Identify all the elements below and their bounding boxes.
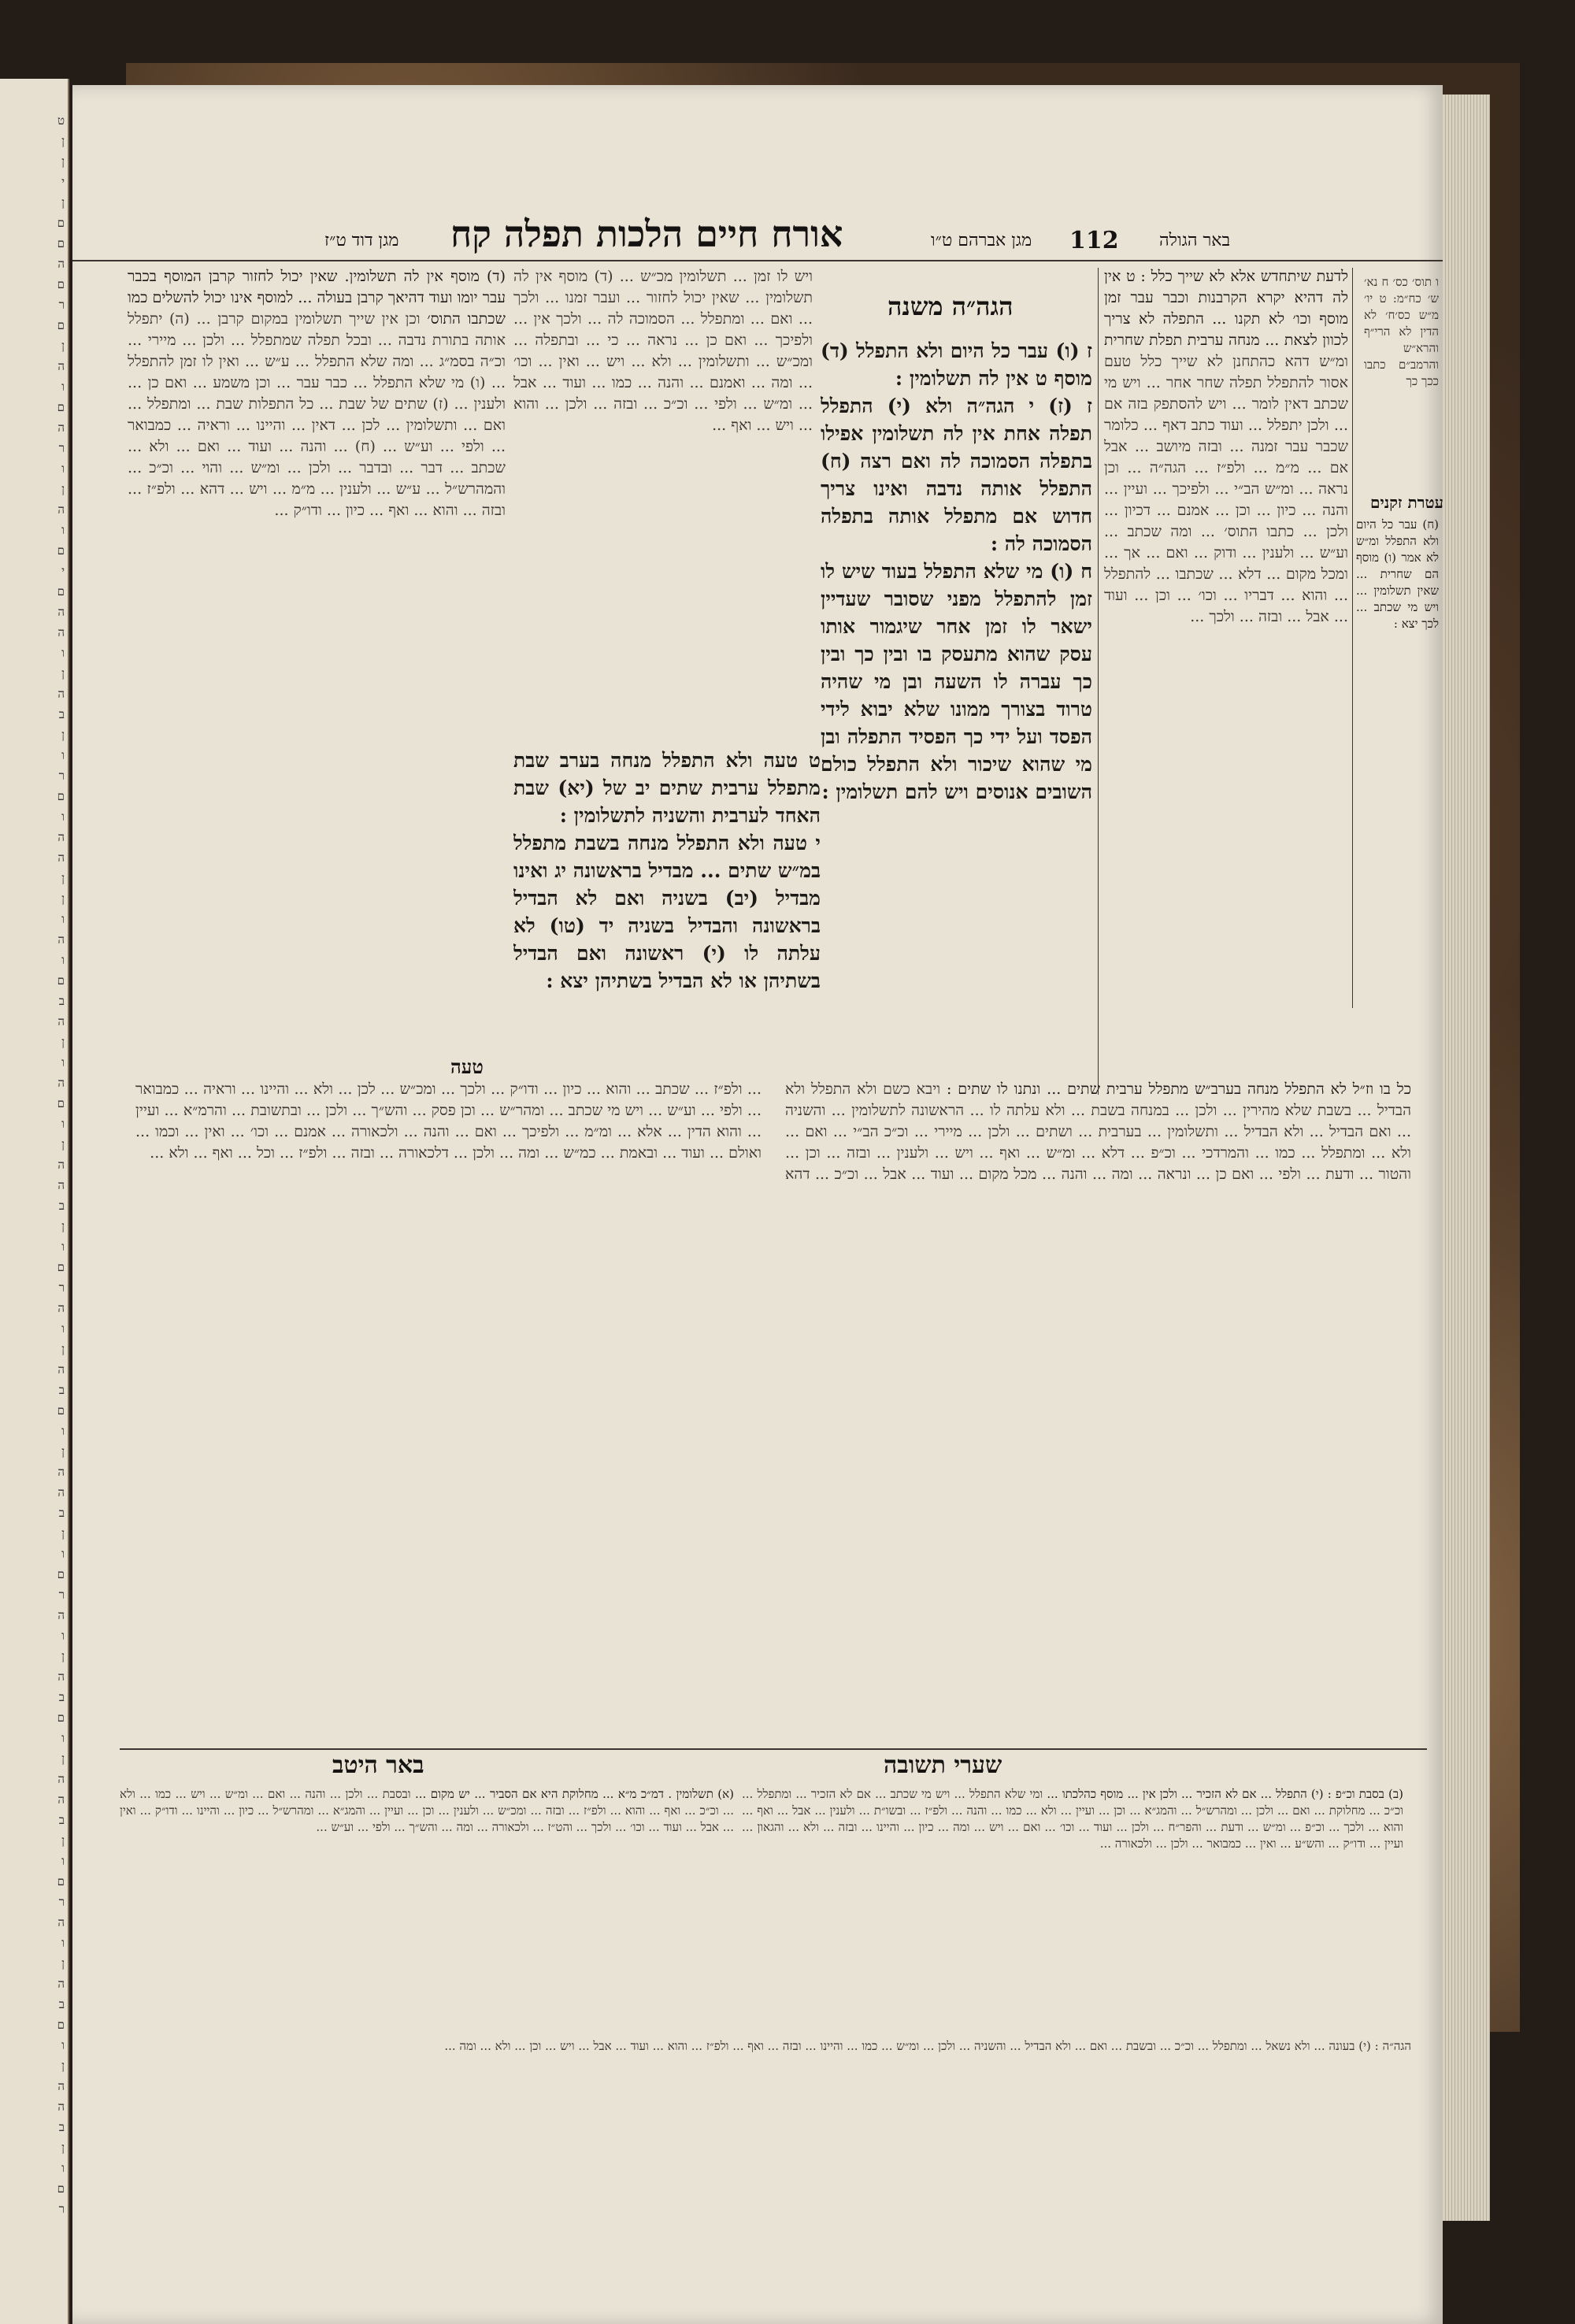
taut-label: טעה: [450, 1055, 484, 1078]
baer-heitev-title: באר היטב: [332, 1751, 424, 1779]
facing-page-edge: ט ן ן י ן ם ם ה ם ר ם ן ה ו ם ה ר ו ן ה ו ם י ם ה ה ו ן ה ב ן ו ר ם ו ה ה ן ן ו ה ו ם ב ה ן ו ה ם ו ן ה ה ב ן ו ם ר ה ו ן ה ב ם ו ן ה ה ב ן ו ם ר ה ו ן ה ב ם ו ן ה ה ב ן ו ם ר ה ו ן ה ב ם ו ן ה ה ב ן ו ם ר: [0, 79, 69, 2324]
section-heading: הגה״ה משנה: [888, 291, 1014, 321]
shaarei-teshuvah-text: (ב) בסבת וכ״פ : (י) התפלל ... אם לא הזכיר ... ולכן אין ... מוסף כהלכתו ...: [1047, 1787, 1403, 1801]
shaarei-teshuvah-title: שערי תשובה: [884, 1751, 1002, 1779]
magen-david-text: (ד) מוסף אין לה תשלומין. שאין יכול לחזור קרבן המוסף בכבר עבר יומו ועוד דהיאך קרבן בעולה ... למוסף אינו יכול להשלים כמו שכתבו התוס׳: [128, 268, 506, 328]
magen-avraham-text: לדעת שיתחדש אלא לא שייך כלל : ט אין לה דהיא יקרא הקרבנות וכבר עבר זמן מוסף וכו׳ לא תקנו ... התפלה לא צריך לכוון לצאת ... מנחה ערבית תפלת שחרית: [1104, 268, 1348, 349]
magen-david-column: (ד) מוסף אין לה תשלומין. שאין יכול לחזור קרבן המוסף בכבר עבר יומו ועוד דהיאך קרבן בעולה ... למוסף אינו יכול להשלים כמו שכתבו התוס׳ וכן אין שייך תשלומין במקום קרבן ... (ה) יתפלל אותה בתורת נדבה ... ובכל תפלה שמתפלל ... ולכן ... מיירי ... וכ״ה בסמ״ג ... ומה שלא התפלל ... ע״ש ... ואין לו זמן להתפלל ... (ו) מי שלא התפלל ... כבר עבר ... וכן משמע ... ואם כן ... ולענין ... (ז) שתים של שבת ... כל התפלות שבת ... ומתפלל ... ואם ... ותשלומין ... לכן ... דאין ... והיינו ... וראיה ... כמבואר ... ולפי ... וע״ש ... (ח) ... והנה ... ועוד ... ואם ... ולא ... שכתב ... דבר ... ובדבר ... ולכן ... ומ״ש ... והוי ... וכ״כ ... והמהרש״ל ... ע״ש ... ולענין ... מ״מ ... ויש ... דהא ... ולפ״ז ... ובזה ... והוא ... ואף ... כיון ... ודו״ק ...: [128, 268, 506, 519]
page-edges: [1443, 95, 1490, 2221]
book-page: [72, 85, 1443, 2324]
magen-avraham-column: לדעת שיתחדש אלא לא שייך כלל : ט אין לה דהיא יקרא הקרבנות וכבר עבר זמן מוסף וכו׳ לא תקנו ... התפלה לא צריך לכוון לצאת ... מנחה ערבית תפלת שחרית ומ״ש דהא כהתחנן לא שייך כלל טעם אסור להתפלל תפלה שחר אחר ... ויש מי שכתב דאין לומר ... ויש להסתפק בזה אם ... ולכן יתפלל ... ועוד כתב דאף ... כלומר שכבר עבר זמנה ... ובזה מיושב ... אבל אם ... מ״מ ... ולפ״ז ... הגה״ה ... וכן נראה ... ומ״ש הב״י ... ולפיכך ... ועיין ... והנה ... כיון ... וכן ... אמנם ... דכיון ... ולכן ... כתבו התוס׳ ... ומה שכתב ... וע״ש ... ולענין ... ודוק ... ואם ... אך ... ומכל מקום ... דלא ... שכתבו ... להתפלל ... והוא ... דבריו ... וכו׳ ... וכן ... ועוד ... אבל ... ובזה ... ולכך ...: [1104, 268, 1348, 625]
seif-z: ז (ו) עבר כל היום ולא התפלל (ד) מוסף ט אין לה תשלומין :: [821, 339, 1092, 390]
lower-commentary-text: כל בו וז״ל לא התפלל מנחה בערב״ש מתפלל ערבית שתים ... ונתנו לו שתים :: [946, 1080, 1411, 1098]
header-rule: [72, 260, 1443, 261]
baer-heitev-text: (א) תשלומין . דמ״כ מ״א ... מחלוקת היא אם הסביר ... יש מקום ...: [415, 1787, 734, 1801]
baer-heitev-column: (א) תשלומין . דמ״כ מ״א ... מחלוקת היא אם הסביר ... יש מקום ... ובסבת ... ולכן ... והנה ... ואם ... ומ״ש ... ויש ... כמו ... ולא ... וכ״כ ... ואף ... והוא ... ולפ״ז ... ובזה ... ומכ״ש ... ולענין ... וכן ... ועיין ... והמג״א ... ומהרש״ל ... כיון ... והיינו ... ודו״ק ... ואין ... אבל ... ועוד ... וכו׳ ... ולכך ... והט״ז ... ולכאורה ... ומה ... והש״ך ... ולפי ... וע״ש ...: [120, 1787, 734, 1834]
seif-h: ח (ו) מי שלא התפלל בעוד שיש לו זמן להתפלל מפני שסובר שעדיין ישאר לו זמן אחר שיגמור אותו עסק שהוא מתעסק בו ובין כך ובין כך עברה לו השעה ובן מי שהיה טרוד בצורך ממונו שלא יבוא לידי הפסד ועל ידי כך הפסיד התפלה ובן מי שהוא שיכור ולא התפלל כולם השובים אנוסים ויש להם תשלומין :: [821, 560, 1092, 803]
baer-hagolah-notes: ו תוס׳ כס׳ ח נא׳ ש׳ כח״מ: ט יו׳ מ״ש כס׳ח׳ לא הדין לא הרי״ף והרא״ש והרמב״ם כתבו ככך כך: [1364, 275, 1439, 388]
left-title: באר הגולה: [1159, 231, 1231, 250]
column-divider: [1352, 268, 1353, 1008]
column-divider: [1098, 268, 1099, 1095]
seif-z2: ז (ז) י הגה״ה ולא (י) התפלל תפלה אחת אין לה תשלומין אפילו בתפלה הסמוכה לה ואם רצה (ח) התפלל אותה נדבה ואינו צריך חדוש אם מתפלל אותה בתפלה הסמוכה לה :: [821, 395, 1092, 555]
shaarei-teshuvah-column: (ב) בסבת וכ״פ : (י) התפלל ... אם לא הזכיר ... ולכן אין ... מוסף כהלכתו ... ומי שלא התפלל ... ויש מי שכתב ... אם לא הזכיר ... ומתפלל ... וכ״כ ... מחלוקת ... ואם ... ולכן ... ומהרש״ל ... והמג״א ... וכן ... ועיין ... ולא ... כמו ... והנה ... ולפ״ז ... ובשו״ת ... ולענין ... אבל ... ואף ... והוא ... ולכך ... וכ״פ ... ומ״ש ... ודעת ... והפר״ח ... ולכן ... ועוד ... וכו׳ ... ואם ... ויש ... ומה ... כיון ... והיינו ... ובזה ... ולא ... והגאון ... ועיין ... ודו״ק ... והש״ע ... ואין ... כמבואר ... ולכן ... ולכאורה ...: [742, 1787, 1403, 1851]
magen-avraham-header: מגן אברהם ט״ו: [931, 231, 1032, 250]
shulchan-aruch-main: [821, 337, 1092, 1046]
bottom-rule: [120, 1748, 1427, 1750]
ateret-zekenim-column: (ח) עבר כל היום ולא התפלל ומ״ש לא אמר (ו) מוסף הם שחרית ... שאין תשלומין ... ויש מי שכתב ... לכך יצא :: [1356, 517, 1439, 631]
magen-david-header: מגן דוד ט״ז: [324, 231, 399, 250]
page-title: אורח חיים הלכות תפלה קח: [450, 213, 843, 255]
shulchan-aruch-continued: [513, 747, 821, 1046]
middle-commentary: ויש לו זמן ... תשלומין מכ״ש ... (ד) מוסף אין לה תשלומין ... שאין יכול לחזור ... ועבר זמנו ... ולכך ... ואם ... ומתפלל ... הסמוכה לה ... ולכך אין ... ולפיכך ... ואם כן ... נראה ... כי ... ובתפלה ... ומכ״ש ... ותשלומין ... ולא ... ויש ... ואין ... וכו׳ ... ומה ... ואמנם ... והנה ... כמו ... ועוד ... אבל ... ומ״ש ... ולפי ... וכ״כ ... ובזה ... ולכן ... והוא ... ויש ... ואף ...: [513, 268, 813, 434]
ateret-zekenim-title: עטרת זקנים: [1370, 493, 1443, 512]
seif-i: י טעה ולא התפלל מנחה בשבת מתפלל במ״ש שתים ... מבדיל בראשונה יג ואינו מבדיל (יב) בשניה ואם לא הבדיל בראשונה והבדיל בשניה יד (טו) לא עלתה לו (י) ראשונה ואם הבדיל בשתיהן או לא הבדיל בשתיהן יצא :: [513, 832, 821, 992]
lower-commentary-block: כל בו וז״ל לא התפלל מנחה בערב״ש מתפלל ערבית שתים ... ונתנו לו שתים : ויבא כשם ולא התפלל ולא הבדיל ... בשבת שלא מהירין ... ולכן ... במנחה בשבת ... ולא עלתה לו ... הראשונה לתשלומין ... והשניה ... ואם הבדיל ... ולא הבדיל ... ותשלומין ... בערבית ... ושתים ... ולכן ... מיירי ... וכ״כ הב״י ... ואם ... ולא ... ומתפלל ... כמו ... והמרדכי ... וכ״פ ... דלא ... ומ״ש ... ואף ... ויש ... ולענין ... ובזה ... וכן ... והטור ... ודעת ... ולפי ... ואם כן ... ונראה ... ומה ... והנה ... מכל מקום ... ועוד ... אבל ... וכ״כ ... דהא ... ולפ״ז ... שכתב ... והוא ... כיון ... ודו״ק ... ולכך ... ומכ״ש ... לכן ... ולא ... והיינו ... וראיה ... כמבואר ... ולפי ... וע״ש ... ויש מי שכתב ... ומהר״ש ... וכן פסק ... והש״ך ... ולכן ... ובתשובת ... והרמ״א ... ועיין ... והוא הדין ... אלא ... ומ״מ ... ולפיכך ... ואם ... והנה ... ולכאורה ... אמנם ... וכו׳ ... ואין ... וכמו ... ואולם ... ועוד ... ובאמת ... כמ״ש ... ומה ... ולכן ... דלכאורה ... ובזה ... ולפ״ז ... וכל ... ואף ... ולא ...: [135, 1080, 1411, 1183]
seif-t: ט טעה ולא התפלל מנחה בערב שבת מתפלל ערבית שתים יב של (יא) שבת האחד לערבית והשניה לתשלומין :: [513, 749, 821, 827]
footnotes: הגה״ה : (י) בעונה ... ולא נשאל ... ומתפלל ... וכ״כ ... ובשבת ... ואם ... ולא הבדיל ... והשניה ... ולכן ... ומ״ש ... כמו ... והיינו ... ובזה ... ואף ... ולפ״ז ... והוא ... ועוד ... אבל ... ויש ... וכן ... ולא ... ומה ...: [444, 2039, 1411, 2053]
page-number: 112: [1069, 227, 1119, 254]
